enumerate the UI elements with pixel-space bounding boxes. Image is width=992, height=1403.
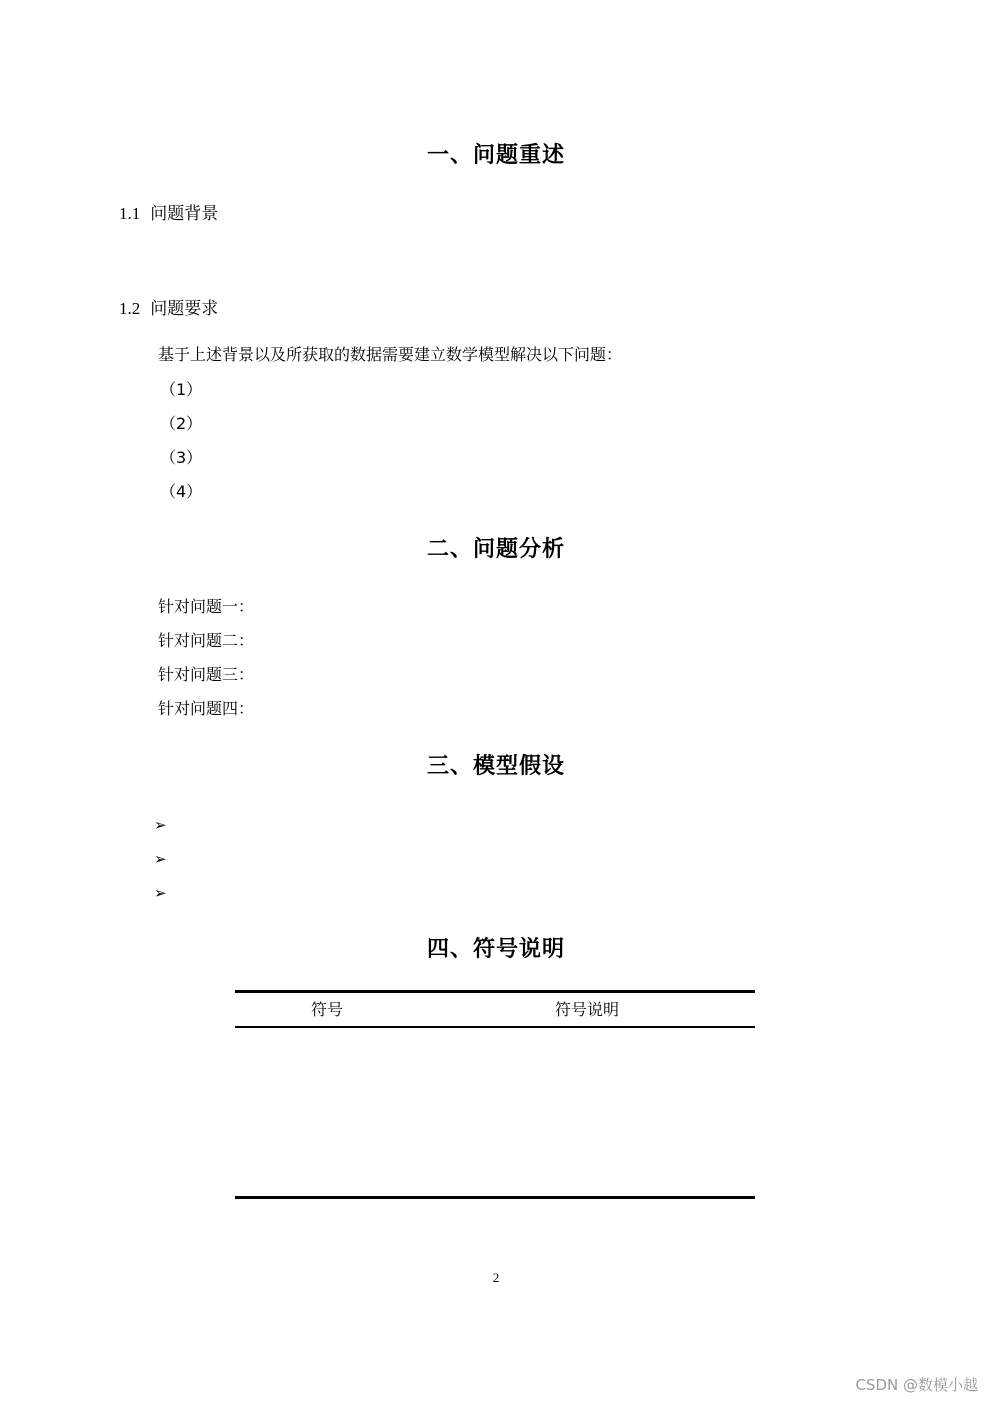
table-header-symbol-description: 符号说明 [554, 1000, 619, 1019]
subsection-label: 问题背景 [150, 204, 219, 224]
section-title-model-assumptions: 三、模型假设 [426, 754, 565, 779]
watermark: CSDN @数模小越 [855, 1376, 978, 1394]
arrowhead-bullet-icon: ➢ [154, 884, 167, 902]
analysis-item: 针对问题三： [158, 665, 255, 684]
analysis-item: 针对问题二： [158, 631, 255, 650]
table-header-rule [235, 1026, 755, 1028]
table-top-rule [235, 990, 755, 993]
table-header-symbol: 符号 [310, 1000, 343, 1019]
page-number: 2 [492, 1270, 500, 1285]
requirement-item: （1） [160, 380, 203, 399]
requirement-item: （4） [160, 482, 203, 501]
requirements-intro: 基于上述背景以及所获取的数据需要建立数学模型解决以下问题： [158, 345, 623, 364]
arrowhead-bullet-icon: ➢ [154, 850, 167, 868]
analysis-item: 针对问题四： [158, 699, 255, 718]
section-title-problem-analysis: 二、问题分析 [426, 537, 565, 562]
arrowhead-bullet-icon: ➢ [154, 816, 167, 834]
requirement-item: （2） [160, 414, 203, 433]
requirement-item: （3） [160, 448, 203, 467]
subsection-number: 1.2 [119, 299, 141, 318]
table-bottom-rule [235, 1196, 755, 1199]
subsection-problem-requirements [119, 297, 218, 321]
analysis-item: 针对问题一： [158, 597, 255, 616]
subsection-problem-background [119, 202, 218, 226]
section-title-symbol-description: 四、符号说明 [426, 937, 565, 962]
section-title-problem-restatement: 一、问题重述 [426, 143, 565, 168]
subsection-number: 1.1 [119, 204, 141, 223]
subsection-label: 问题要求 [150, 299, 219, 319]
